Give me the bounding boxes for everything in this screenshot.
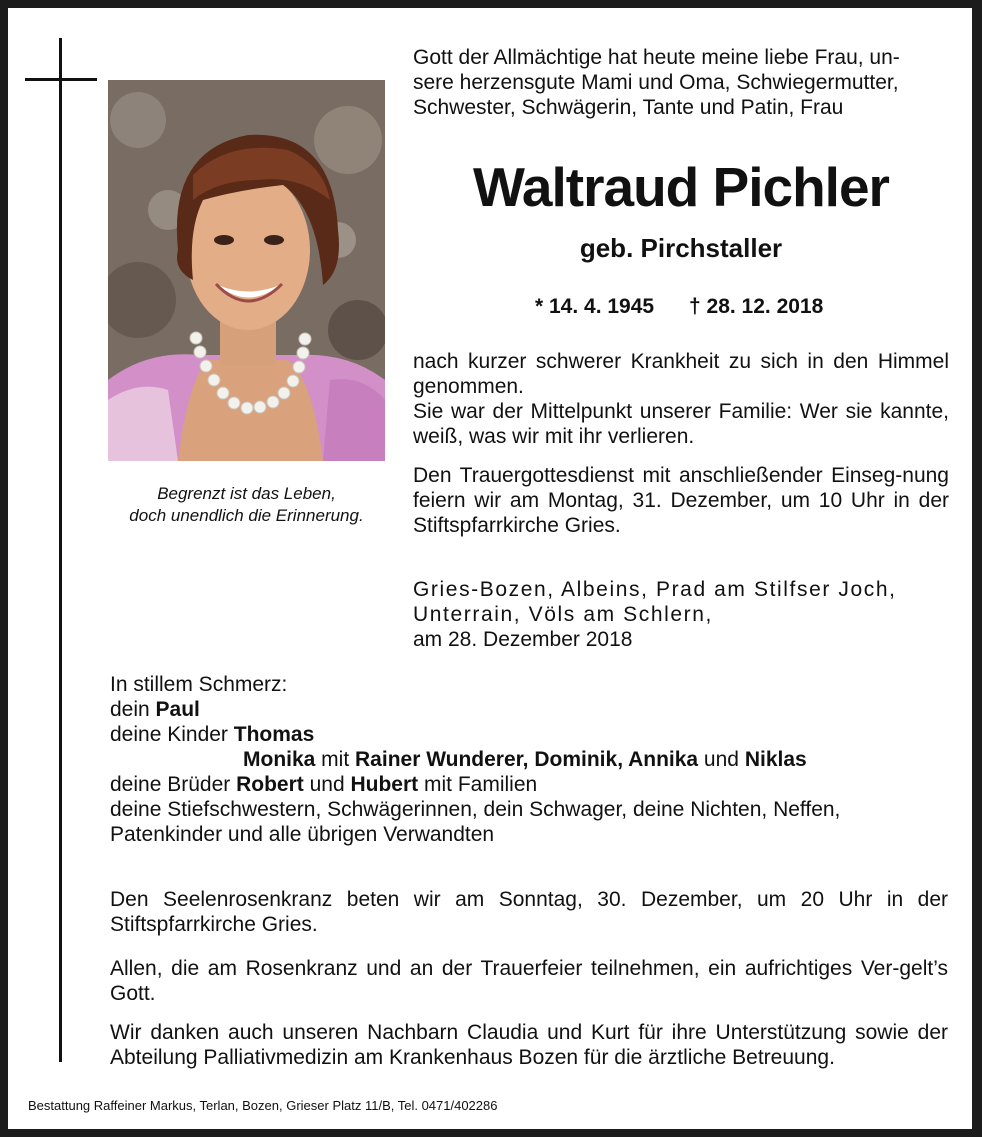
- mourner-name: Thomas: [233, 723, 315, 746]
- death-date: † 28. 12. 2018: [689, 295, 824, 318]
- mourner-line: [110, 722, 960, 747]
- obituary-card: [8, 8, 972, 1129]
- mourner-name: Hubert: [350, 773, 419, 796]
- intro-line: sere herzensgute Mami und Oma, Schwiegermutter,: [413, 71, 899, 94]
- mourner-name: Monika: [243, 748, 316, 771]
- announcement-paragraph: nach kurzer schwerer Krankheit zu sich in den Himmel genommen.: [413, 350, 949, 398]
- intro-line: Schwester, Schwägerin, Tante und Patin, Frau: [413, 96, 844, 119]
- caption-line: doch unendlich die Erinnerung.: [129, 506, 364, 525]
- rosary-text: Den Seelenrosenkranz beten wir am Sonntag, 30. Dezember, um 20 Uhr in der Stiftspfarrkirche Gries.: [110, 888, 948, 936]
- birth-name: geb. Pirchstaller: [579, 233, 783, 263]
- birth-date: * 14. 4. 1945: [535, 295, 655, 318]
- deceased-name: Waltraud Pichler: [473, 156, 889, 218]
- thanks-text: Wir danken auch unseren Nachbarn Claudia und Kurt für ihre Unterstützung sowie der Abteilung Palliativmedizin am Krankenhaus Bozen für die ärztliche Betreuung.: [110, 1021, 948, 1069]
- announcement-paragraph: Sie war der Mittelpunkt unserer Familie: Wer sie kannte, weiß, was wir mit ihr verlieren.: [413, 400, 949, 448]
- places-line: Unterrain, Völs am Schlern,: [413, 603, 713, 626]
- funeral-home-footer: Bestattung Raffeiner Markus, Terlan, Bozen, Grieser Platz 11/B, Tel. 0471/402286: [28, 1098, 498, 1113]
- mourners-heading: In stillem Schmerz:: [110, 673, 288, 696]
- mourner-name: Niklas: [744, 748, 807, 771]
- mourner-name: Paul: [155, 698, 200, 721]
- caption-line: Begrenzt ist das Leben,: [157, 484, 336, 503]
- place-date: am 28. Dezember 2018: [413, 628, 633, 651]
- funeral-service-text: [413, 463, 949, 538]
- mourner-text: deine Brüder: [110, 773, 237, 796]
- mourner-text: mit: [315, 748, 356, 771]
- cross-icon-bar: [25, 78, 97, 81]
- mourner-text: und: [303, 773, 351, 796]
- portrait-photo: [108, 80, 385, 461]
- mourner-line: deine Stiefschwestern, Schwägerinnen, dein Schwager, deine Nichten, Neffen,: [110, 798, 841, 821]
- intro-text: [413, 45, 949, 120]
- mourner-line: [110, 697, 960, 722]
- mourner-name: Rainer Wunderer, Dominik, Annika: [355, 748, 699, 771]
- mourner-line: Patenkinder und alle übrigen Verwandten: [110, 823, 495, 846]
- mourner-name: Robert: [236, 773, 304, 796]
- mourner-text: und: [698, 748, 745, 771]
- mourner-text: dein: [110, 698, 156, 721]
- places-and-date: [413, 577, 949, 652]
- intro-line: Gott der Allmächtige hat heute meine liebe Frau, un-: [413, 46, 900, 69]
- places-line: Gries-Bozen, Albeins, Prad am Stilfser Joch,: [413, 578, 897, 601]
- mourner-text: mit Familien: [418, 773, 538, 796]
- mourner-line: [110, 747, 960, 772]
- mourner-line: [110, 772, 960, 797]
- thanks-text: Allen, die am Rosenkranz und an der Trauerfeier teilnehmen, ein aufrichtiges Ver-gelt’s Gott.: [110, 957, 948, 1005]
- photo-caption: [103, 483, 390, 527]
- mourner-text: deine Kinder: [110, 723, 234, 746]
- announcement-text: [413, 349, 949, 449]
- cross-icon: [59, 38, 62, 1062]
- funeral-service-paragraph: Den Trauergottesdienst mit anschließender Einseg-nung feiern wir am Montag, 31. Dezember, um 10 Uhr in der Stiftspfarrkirche Gries.: [413, 464, 949, 537]
- mourners-list: [110, 672, 960, 847]
